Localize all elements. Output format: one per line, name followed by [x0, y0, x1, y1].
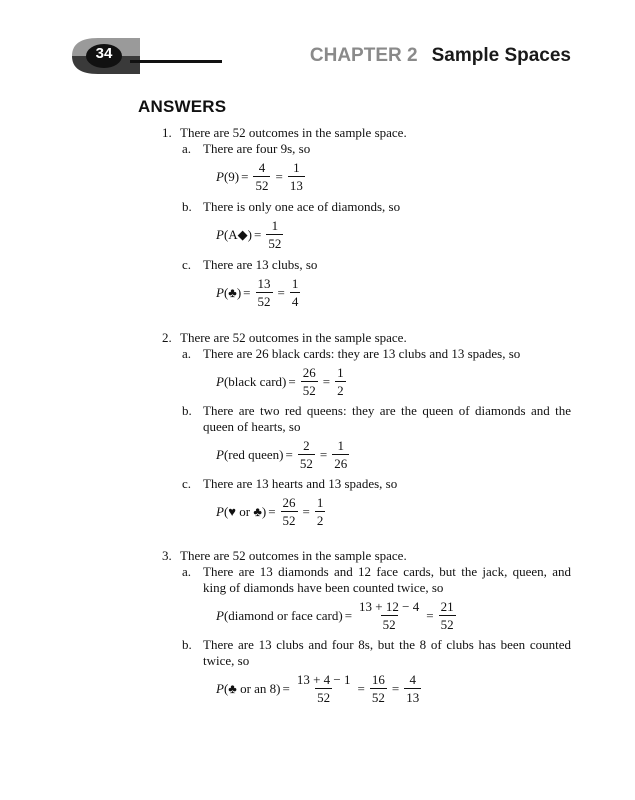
answers-heading: ANSWERS [138, 97, 227, 116]
chapter-title: Sample Spaces [431, 45, 571, 66]
fraction [439, 599, 456, 632]
equals-sign: = [243, 284, 251, 300]
equals-sign: = [285, 446, 293, 462]
fraction [404, 672, 421, 705]
q2a-label: a. [182, 346, 192, 361]
q3a-equation [216, 599, 459, 632]
q3b-lhs: P(♣ or an 8) [216, 680, 281, 696]
chapter-heading [310, 45, 571, 67]
equals-sign: = [241, 168, 249, 184]
q2a-text: There are 26 black cards: they are 13 clubs and 13 spades, so [203, 346, 521, 361]
q1c-equation [216, 276, 303, 309]
denominator: 2 [316, 513, 324, 528]
q1a-lhs: P(9) [216, 168, 240, 184]
equals-sign: = [288, 373, 296, 389]
numerator: 4 [258, 160, 266, 175]
fraction [266, 218, 283, 251]
denominator: 52 [255, 178, 269, 193]
q2a-lhs: P(black card) [216, 373, 287, 389]
fraction [256, 276, 273, 309]
q2c-lhs: P(♥ or ♣) [216, 503, 267, 519]
fraction [253, 160, 270, 193]
denominator: 26 [334, 456, 348, 471]
q3b-label: b. [182, 637, 192, 652]
q3a-label: a. [182, 564, 192, 579]
numerator: 26 [282, 495, 296, 510]
equals-sign: = [275, 168, 283, 184]
numerator: 2 [303, 438, 310, 453]
denominator: 52 [382, 617, 396, 632]
q2a-equation [216, 365, 349, 398]
q1b-text: There is only one ace of diamonds, so [203, 199, 401, 214]
fraction [301, 365, 318, 398]
denominator: 2 [337, 383, 344, 398]
chapter-label: CHAPTER 2 [309, 45, 418, 66]
numerator: 1 [291, 276, 299, 291]
denominator: 52 [440, 617, 454, 632]
q2-number: 2. [162, 330, 172, 345]
equals-sign: = [426, 607, 434, 623]
denominator: 52 [268, 236, 282, 251]
q1c-label: c. [182, 257, 192, 272]
q1a-equation [216, 160, 308, 193]
denominator: 52 [282, 513, 296, 528]
fraction [295, 672, 353, 705]
denominator: 13 [289, 178, 303, 193]
numerator: 13 + 4 − 1 [296, 672, 351, 687]
numerator: 13 [257, 276, 271, 291]
fraction [335, 365, 346, 398]
numerator: 4 [409, 672, 416, 687]
fraction [298, 438, 315, 471]
denominator: 52 [257, 294, 271, 309]
q2b-lhs: P(red queen) [216, 446, 284, 462]
denominator: 52 [371, 690, 385, 705]
q3-number: 3. [162, 548, 172, 563]
q2c-text: There are 13 hearts and 13 spades, so [203, 476, 398, 491]
equals-sign: = [277, 284, 285, 300]
denominator: 52 [302, 383, 316, 398]
equals-sign: = [302, 503, 310, 519]
q2c-equation [216, 495, 328, 528]
equals-sign: = [391, 680, 400, 696]
fraction [370, 672, 387, 705]
q3a-lhs: P(diamond or face card) [216, 607, 343, 623]
header-rule [138, 60, 222, 63]
q1b-lhs: P(A◆) [216, 226, 252, 242]
denominator: 52 [299, 456, 313, 471]
q1-number: 1. [162, 125, 172, 140]
equals-sign: = [344, 607, 353, 623]
q3-intro: There are 52 outcomes in the sample space. [180, 548, 407, 563]
q2b-text: There are two red queens: they are the queen of diamonds and the queen of hearts, so [203, 403, 571, 434]
q1b-label: b. [182, 199, 192, 214]
q1-intro: There are 52 outcomes in the sample space. [180, 125, 407, 140]
q3b-equation [216, 672, 424, 705]
q1c-lhs: P(♣) [216, 284, 242, 300]
fraction [315, 495, 326, 528]
q1c-text: There are 13 clubs, so [203, 257, 318, 272]
q2c-label: c. [182, 476, 192, 491]
numerator: 13 + 12 − 4 [359, 599, 420, 614]
q1a-label: a. [182, 141, 192, 156]
numerator: 21 [440, 599, 454, 614]
q2b-equation [216, 438, 352, 471]
q1b-equation [216, 218, 286, 251]
fraction [357, 599, 421, 632]
q2b-label: b. [182, 403, 192, 418]
fraction [290, 276, 301, 309]
equals-sign: = [282, 680, 290, 696]
numerator: 1 [293, 160, 300, 175]
fraction [288, 160, 305, 193]
equals-sign: = [319, 446, 328, 462]
fraction [332, 438, 349, 471]
equals-sign: = [268, 503, 276, 519]
equals-sign: = [254, 226, 262, 242]
denominator: 13 [406, 690, 420, 705]
numerator: 1 [271, 218, 279, 233]
equals-sign: = [322, 373, 331, 389]
q3a-text: There are 13 diamonds and 12 face cards, but the jack, queen, and king of diamonds have been counted twice, so [203, 564, 571, 595]
numerator: 1 [337, 438, 344, 453]
q2-intro: There are 52 outcomes in the sample space. [180, 330, 407, 345]
numerator: 1 [316, 495, 324, 510]
denominator: 4 [291, 294, 299, 309]
q1a-text: There are four 9s, so [203, 141, 311, 156]
numerator: 26 [302, 365, 316, 380]
equals-sign: = [357, 680, 365, 696]
denominator: 52 [317, 690, 331, 705]
q3b-text: There are 13 clubs and four 8s, but the 8 of clubs has been counted twice, so [203, 637, 571, 668]
numerator: 16 [371, 672, 385, 687]
fraction [281, 495, 298, 528]
numerator: 1 [337, 365, 344, 380]
page-number: 34 [95, 45, 113, 62]
